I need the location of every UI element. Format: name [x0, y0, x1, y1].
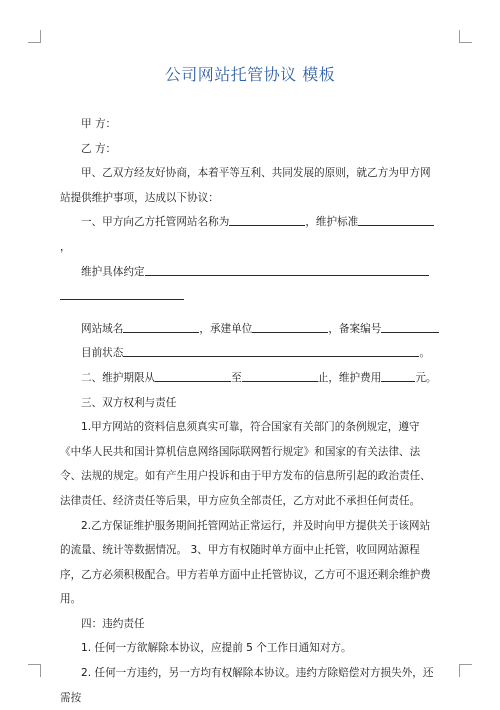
clause-1-line: [60, 210, 440, 259]
clause-2-prefix: 二、维护期限从: [81, 371, 156, 384]
period-start-blank[interactable]: [155, 368, 231, 382]
maintenance-details-blank-2[interactable]: [60, 286, 184, 300]
clause-2-fee-label: 止，维护费用: [317, 371, 382, 384]
party-a-line: 甲 方：: [81, 118, 117, 130]
intro-paragraph: 甲、乙双方经友好协商，本着平等互利、共同发展的原则，就乙方为甲方网站提供维护事项，达成以下协议：: [60, 167, 431, 204]
clause-3-title: 三、双方权利与责任: [81, 396, 177, 409]
party-b-line: 乙 方：: [81, 142, 117, 155]
crop-mark-top-left: [28, 30, 41, 43]
document-title: 公司网站托管协议 模板: [164, 65, 336, 84]
host-unit-blank[interactable]: [252, 319, 328, 333]
host-unit-label: ，承建单位: [199, 322, 253, 335]
maintenance-standard-blank[interactable]: [358, 212, 434, 226]
filing-number-blank[interactable]: [381, 319, 439, 333]
filing-label: ，备案编号: [328, 322, 382, 335]
document-body: [60, 112, 440, 710]
domain-line: [60, 317, 440, 342]
clause-1-prefix: 一、甲方向乙方托管网站名称为: [81, 216, 230, 229]
status-label: 目前状态: [81, 347, 124, 360]
maintenance-details-line: [60, 260, 440, 285]
status-blank[interactable]: [123, 343, 419, 357]
status-end: 。: [419, 347, 430, 360]
clause-1-comma: ，: [60, 240, 71, 253]
crop-mark-bottom-left: [28, 664, 41, 677]
clause-3-paragraph-1: 1.甲方网站的资料信息须真实可靠，符合国家有关部门的条例规定，遵守《中华人民共和国计算机信息网络国际联网暂行规定》和国家的有关法律、法令、法规的规定。如有产生用户投诉和由于甲方发布的信息所引起的政治责任、法律责任、经济责任等后果，甲方应负全部责任，乙方对此不承担任何责任。: [60, 421, 431, 507]
maintenance-details-blank[interactable]: [145, 262, 429, 276]
maintenance-details-label: 维护具体约定: [81, 265, 145, 278]
clause-4-title: 四：违约责任: [81, 617, 145, 630]
maintenance-details-continuation: [60, 284, 440, 309]
clause-3-paragraph-2: 2.乙方保证维护服务期间托管网站正常运行，并及时向甲方提供关于该网站的流量、统计等数据情况。 3、甲方有权随时单方面中止托管，收回网站源程序，乙方必须积极配合。甲方若单方面中止托管协议，乙方可不退还剩余维护费用。: [60, 519, 431, 606]
clause-2-unit: 元。: [415, 371, 437, 384]
domain-label: 网站域名: [81, 322, 124, 335]
clause-2-line: [60, 366, 440, 391]
crop-mark-bottom-right: [459, 664, 472, 677]
clause-4-paragraph-1: 1. 任何一方欲解除本协议，应提前 5 个工作日通知对方。: [81, 642, 352, 655]
status-line: [60, 341, 440, 366]
clause-2-to: 至: [231, 371, 242, 384]
period-end-blank[interactable]: [242, 368, 318, 382]
site-name-blank[interactable]: [229, 212, 305, 226]
clause-4-paragraph-2: 2. 任何一方违约，另一方均有权解除本协议。违约方除赔偿对方损失外，还需按: [60, 667, 434, 704]
fee-blank[interactable]: [381, 368, 415, 382]
maintenance-standard-label: ，维护标准: [305, 216, 359, 229]
domain-blank[interactable]: [123, 319, 199, 333]
crop-mark-top-right: [459, 30, 472, 43]
